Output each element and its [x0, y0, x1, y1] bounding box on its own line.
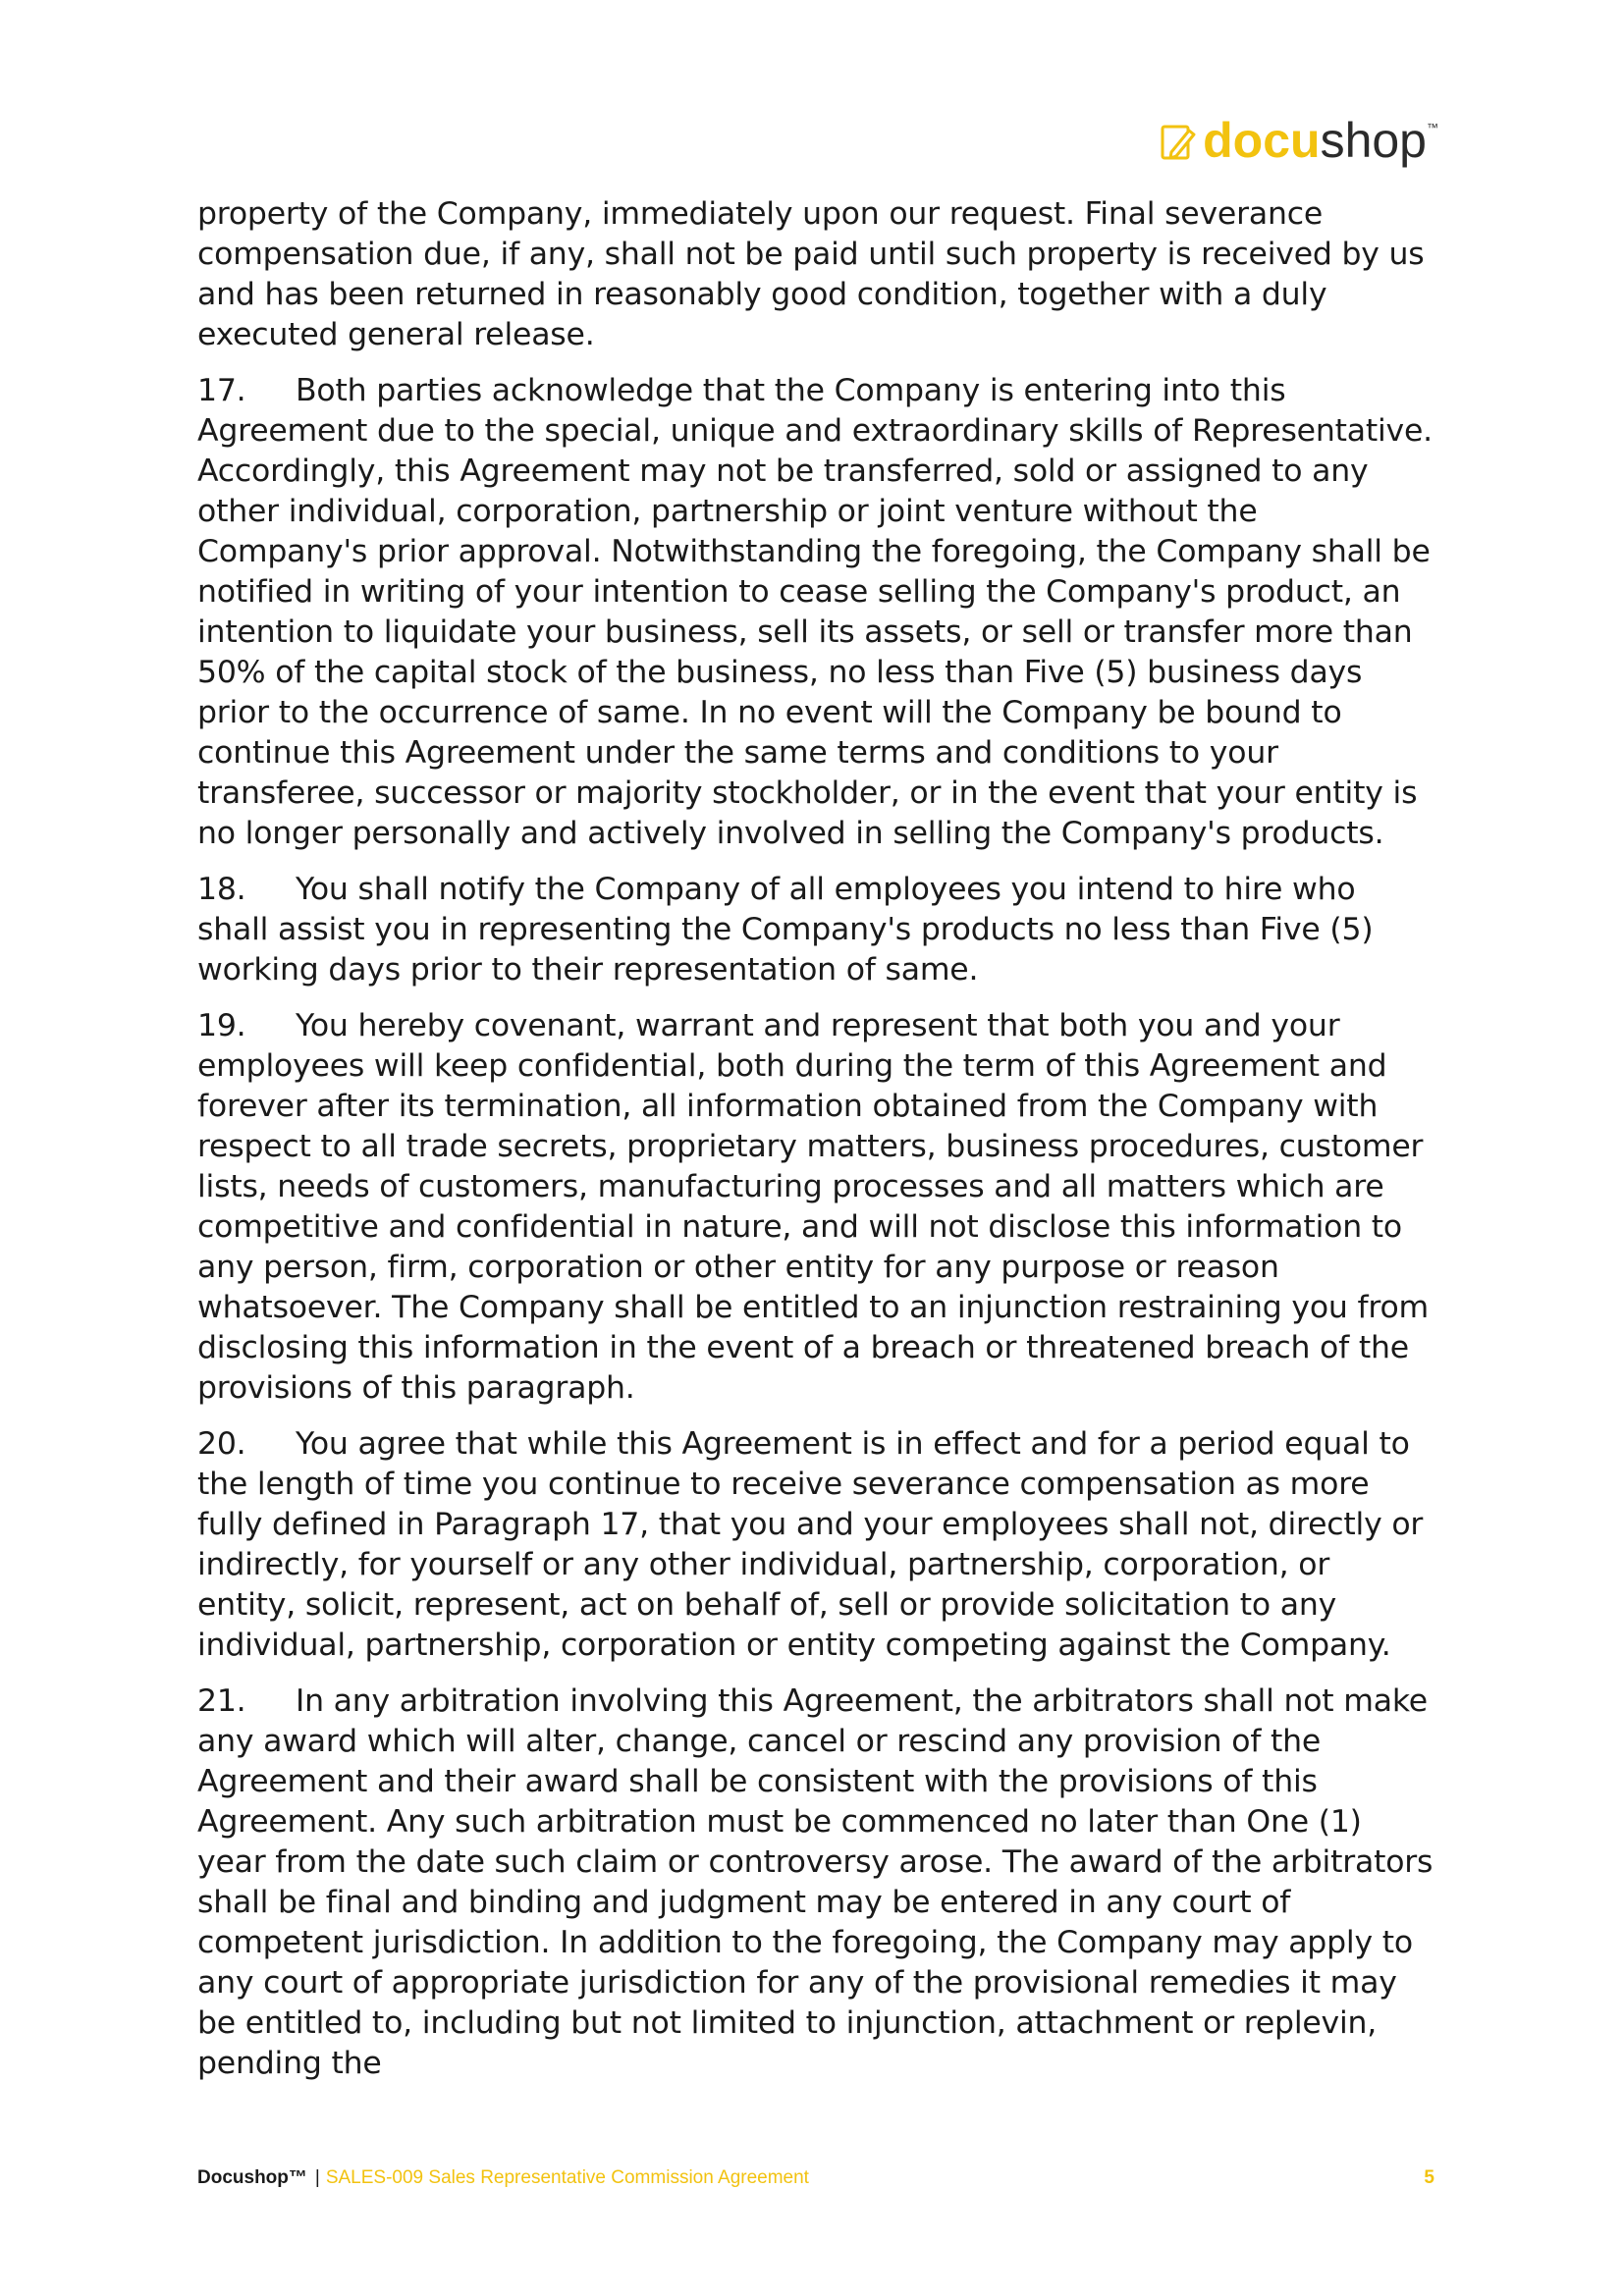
paragraph-21	[197, 1682, 1434, 2084]
paragraph-text: You shall notify the Company of all employees you intend to hire who shall assist you in representing the Company's products no less than Five (5) working days prior to their representation of same.	[197, 872, 1374, 988]
docushop-logo	[1160, 113, 1438, 168]
footer-document-title: SALES-009 Sales Representative Commission Agreement	[325, 2167, 809, 2188]
paragraph-number: 21.	[197, 1683, 246, 1719]
document-body	[197, 194, 1434, 2100]
paragraph-text: Both parties acknowledge that the Company is entering into this Agreement due to the special, unique and extraordinary skills of Representative. Accordingly, this Agreement may not be transferred, sold or assigned to any other individual, corporation, partnership or joint venture without the Company's prior approval. Notwithstanding the foregoing, the Company shall be notified in writing of your intention to cease selling the Company's product, an intention to liquidate your business, sell its assets, or sell or transfer more than 50% of the capital stock of the business, no less than Five (5) business days prior to the occurrence of same. In no event will the Company be bound to continue this Agreement under the same terms and conditions to your transferee, successor or majority stockholder, or in the event that your entity is no longer personally and actively involved in selling the Company's products.	[197, 373, 1433, 851]
paragraph-continued	[197, 194, 1434, 355]
paragraph-text: You agree that while this Agreement is in effect and for a period equal to the length of time you continue to receive severance compensation as more fully defined in Paragraph 17, that you and your employees shall not, directly or indirectly, for yourself or any other individual, partnership, corporation, or entity, solicit, represent, act on behalf of, sell or provide solicitation to any individual, partnership, corporation or entity competing against the Company.	[197, 1426, 1424, 1663]
paragraph-19	[197, 1006, 1434, 1409]
paragraph-17	[197, 371, 1434, 854]
paragraph-text: You hereby covenant, warrant and represent that both you and your employees will keep confidential, both during the term of this Agreement and forever after its termination, all information obtained from the Company with respect to all trade secrets, proprietary matters, business procedures, customer lists, needs of customers, manufacturing processes and all matters which are competitive and confidential in nature, and will not disclose this information to any person, firm, corporation or other entity for any purpose or reason whatsoever. The Company shall be entitled to an injunction restraining you from disclosing this information in the event of a breach or threatened breach of the provisions of this paragraph.	[197, 1008, 1430, 1406]
paragraph-text: In any arbitration involving this Agreement, the arbitrators shall not make any award which will alter, change, cancel or rescind any provision of the Agreement and their award shall be consistent with the provisions of this Agreement. Any such arbitration must be commenced no later than One (1) year from the date such claim or controversy arose. The award of the arbitrators shall be final and binding and judgment may be entered in any court of competent jurisdiction. In addition to the foregoing, the Company may apply to any court of appropriate jurisdiction for any of the provisional remedies it may be entitled to, including but not limited to injunction, attachment or replevin, pending the	[197, 1683, 1434, 2081]
paragraph-number: 18.	[197, 872, 246, 907]
paragraph-number: 17.	[197, 373, 246, 408]
paragraph-18	[197, 870, 1434, 990]
paragraph-number: 19.	[197, 1008, 246, 1043]
logo-docu-text: docu	[1203, 113, 1321, 168]
pencil-document-icon	[1160, 121, 1197, 160]
paragraph-number: 20.	[197, 1426, 246, 1462]
paragraph-text: property of the Company, immediately upon our request. Final severance compensation due, if any, shall not be paid until such property is received by us and has been returned in reasonably good condition, together with a duly executed general release.	[197, 196, 1425, 352]
footer-brand: Docushop™	[197, 2167, 307, 2188]
page-number: 5	[1424, 2167, 1434, 2188]
footer-separator: |	[314, 2167, 320, 2188]
logo-shop-text: shop	[1320, 113, 1427, 168]
paragraph-20	[197, 1424, 1434, 1666]
page-footer	[197, 2167, 1434, 2189]
logo-trademark: ™	[1427, 121, 1438, 134]
